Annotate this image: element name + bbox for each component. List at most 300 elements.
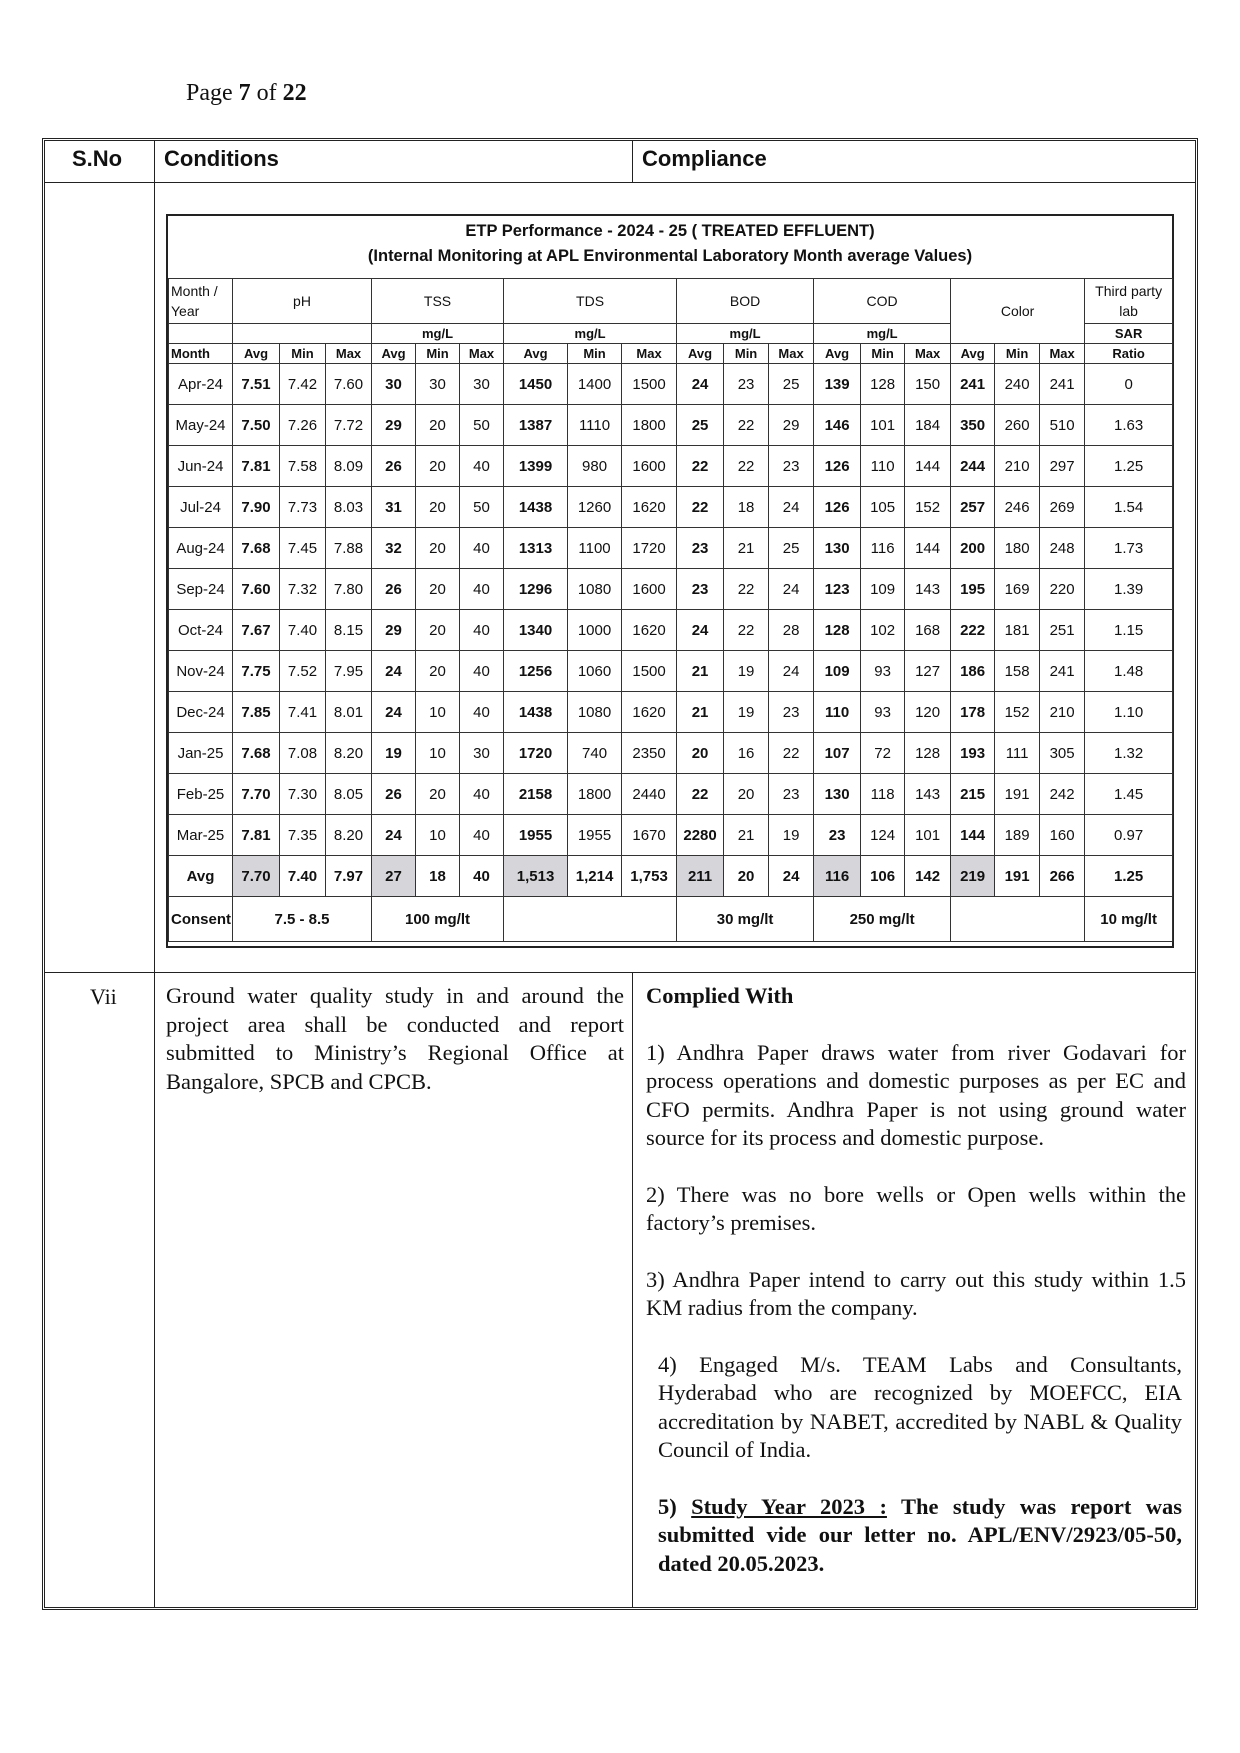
value-cell: 241 xyxy=(1040,364,1085,405)
col-avg: Avg xyxy=(233,344,280,364)
value-cell: 0 xyxy=(1085,364,1173,405)
value-cell: 23 xyxy=(769,446,814,487)
value-cell: 25 xyxy=(677,405,724,446)
value-cell: 23 xyxy=(677,569,724,610)
row-divider xyxy=(44,972,1196,973)
value-cell: 24 xyxy=(372,815,416,856)
value-cell: 7.67 xyxy=(233,610,280,651)
value-cell: 1.45 xyxy=(1085,774,1173,815)
value-cell: 109 xyxy=(814,651,861,692)
value-cell: 210 xyxy=(995,446,1040,487)
value-cell: 116 xyxy=(814,856,861,897)
value-cell: 7.26 xyxy=(280,405,326,446)
value-cell: 1080 xyxy=(568,692,622,733)
value-cell: 30 xyxy=(416,364,460,405)
value-cell: 1.15 xyxy=(1085,610,1173,651)
value-cell: 24 xyxy=(677,610,724,651)
value-cell: 195 xyxy=(951,569,995,610)
value-cell: 20 xyxy=(416,569,460,610)
value-cell: 510 xyxy=(1040,405,1085,446)
col-min: Min xyxy=(724,344,769,364)
value-cell: 1800 xyxy=(622,405,677,446)
col-min: Min xyxy=(995,344,1040,364)
value-cell: 110 xyxy=(861,446,905,487)
value-cell: 40 xyxy=(460,774,504,815)
compliance-point-2: 2) There was no bore wells or Open wells within the factory’s premises. xyxy=(646,1181,1186,1235)
value-cell: 23 xyxy=(724,364,769,405)
value-cell: 7.73 xyxy=(280,487,326,528)
value-cell: 143 xyxy=(905,774,951,815)
value-cell: 29 xyxy=(769,405,814,446)
value-cell: 40 xyxy=(460,815,504,856)
value-cell: 241 xyxy=(951,364,995,405)
value-cell: 146 xyxy=(814,405,861,446)
col-divider-compliance xyxy=(632,972,633,1608)
value-cell: 1260 xyxy=(568,487,622,528)
value-cell: 210 xyxy=(1040,692,1085,733)
value-cell: 20 xyxy=(416,487,460,528)
value-cell: 297 xyxy=(1040,446,1085,487)
col-max: Max xyxy=(769,344,814,364)
value-cell: 27 xyxy=(372,856,416,897)
value-cell: 2440 xyxy=(622,774,677,815)
value-cell: 7.42 xyxy=(280,364,326,405)
month-cell: Jan-25 xyxy=(169,733,233,774)
value-cell: 193 xyxy=(951,733,995,774)
value-cell: 246 xyxy=(995,487,1040,528)
compliance-section xyxy=(646,982,1186,1606)
value-cell: 120 xyxy=(905,692,951,733)
month-cell: Feb-25 xyxy=(169,774,233,815)
value-cell: 189 xyxy=(995,815,1040,856)
value-cell: 26 xyxy=(372,569,416,610)
month-row xyxy=(169,610,1173,651)
value-cell: 7.45 xyxy=(280,528,326,569)
value-cell: 1620 xyxy=(622,610,677,651)
month-row xyxy=(169,733,1173,774)
value-cell: 128 xyxy=(905,733,951,774)
value-cell: 184 xyxy=(905,405,951,446)
value-cell: 102 xyxy=(861,610,905,651)
value-cell: 7.08 xyxy=(280,733,326,774)
tds-header: TDS xyxy=(504,279,677,324)
value-cell: 152 xyxy=(905,487,951,528)
col-min: Min xyxy=(568,344,622,364)
value-cell: 26 xyxy=(372,774,416,815)
value-cell: 8.05 xyxy=(326,774,372,815)
month-row xyxy=(169,692,1173,733)
value-cell: 20 xyxy=(416,528,460,569)
value-cell: 1500 xyxy=(622,651,677,692)
value-cell: 72 xyxy=(861,733,905,774)
value-cell: 124 xyxy=(861,815,905,856)
value-cell: 23 xyxy=(677,528,724,569)
condition-text: Ground water quality study in and around the project area shall be conducted and report submitted to Ministry’s Regional Office at Bangalore, SPCB and CPCB. xyxy=(166,983,624,1094)
col-divider-compliance-top xyxy=(632,140,633,182)
value-cell: 1256 xyxy=(504,651,568,692)
value-cell: 19 xyxy=(724,651,769,692)
value-cell: 7.41 xyxy=(280,692,326,733)
value-cell: 2350 xyxy=(622,733,677,774)
value-cell: 260 xyxy=(995,405,1040,446)
value-cell: 126 xyxy=(814,487,861,528)
value-cell: 31 xyxy=(372,487,416,528)
value-cell: 251 xyxy=(1040,610,1085,651)
etp-data-grid xyxy=(168,278,1173,942)
etp-title: ETP Performance - 2024 - 25 ( TREATED EFFLUENT) xyxy=(465,222,875,240)
value-cell: 1438 xyxy=(504,692,568,733)
col-max: Max xyxy=(622,344,677,364)
value-cell: 1000 xyxy=(568,610,622,651)
point-5-text: The study was report was submitted vide our letter no. APL/ENV/2923/05-50, dated 20.05.2023. xyxy=(658,1493,1183,1576)
value-cell: 24 xyxy=(769,651,814,692)
value-cell: 1080 xyxy=(568,569,622,610)
value-cell: 150 xyxy=(905,364,951,405)
value-cell: 109 xyxy=(861,569,905,610)
value-cell: 1800 xyxy=(568,774,622,815)
value-cell: 21 xyxy=(724,528,769,569)
value-cell: 19 xyxy=(769,815,814,856)
value-cell: 980 xyxy=(568,446,622,487)
value-cell: 8.20 xyxy=(326,733,372,774)
page-number: Page 7 of 22 xyxy=(186,80,307,106)
month-row xyxy=(169,774,1173,815)
col-min: Min xyxy=(280,344,326,364)
value-cell: 1600 xyxy=(622,569,677,610)
value-cell: 24 xyxy=(372,651,416,692)
value-cell: 1296 xyxy=(504,569,568,610)
value-cell: 22 xyxy=(724,446,769,487)
value-cell: 222 xyxy=(951,610,995,651)
compliance-point-3: 3) Andhra Paper intend to carry out this study within 1.5 KM radius from the company. xyxy=(646,1266,1186,1320)
value-cell: 101 xyxy=(861,405,905,446)
value-cell: 7.60 xyxy=(326,364,372,405)
value-cell: 144 xyxy=(905,446,951,487)
consent-tds xyxy=(504,897,677,942)
value-cell: 22 xyxy=(677,487,724,528)
value-cell: 8.09 xyxy=(326,446,372,487)
value-cell: 1,214 xyxy=(568,856,622,897)
value-cell: 20 xyxy=(724,774,769,815)
col-max: Max xyxy=(1040,344,1085,364)
value-cell: 350 xyxy=(951,405,995,446)
value-cell: 220 xyxy=(1040,569,1085,610)
bod-header: BOD xyxy=(677,279,814,324)
value-cell: 1060 xyxy=(568,651,622,692)
month-row xyxy=(169,569,1173,610)
month-cell: Apr-24 xyxy=(169,364,233,405)
col-avg: Avg xyxy=(814,344,861,364)
value-cell: 127 xyxy=(905,651,951,692)
value-cell: 107 xyxy=(814,733,861,774)
consent-label: Consent xyxy=(169,897,233,942)
value-cell: 23 xyxy=(814,815,861,856)
value-cell: 24 xyxy=(677,364,724,405)
value-cell: 7.88 xyxy=(326,528,372,569)
third-party-header: Third party lab xyxy=(1085,279,1173,324)
value-cell: 305 xyxy=(1040,733,1085,774)
col-avg: Avg xyxy=(677,344,724,364)
col-max: Max xyxy=(460,344,504,364)
value-cell: 7.58 xyxy=(280,446,326,487)
compliance-title: Complied With xyxy=(646,983,794,1008)
col-avg: Avg xyxy=(504,344,568,364)
value-cell: 1670 xyxy=(622,815,677,856)
value-cell: 8.01 xyxy=(326,692,372,733)
value-cell: 219 xyxy=(951,856,995,897)
value-cell: 7.40 xyxy=(280,856,326,897)
value-cell: 160 xyxy=(1040,815,1085,856)
value-cell: 22 xyxy=(724,569,769,610)
value-cell: 10 xyxy=(416,733,460,774)
row-sno: Vii xyxy=(90,984,117,1009)
value-cell: 8.20 xyxy=(326,815,372,856)
value-cell: 18 xyxy=(724,487,769,528)
value-cell: 1,513 xyxy=(504,856,568,897)
value-cell: 244 xyxy=(951,446,995,487)
value-cell: 1387 xyxy=(504,405,568,446)
value-cell: 7.68 xyxy=(233,733,280,774)
header-divider xyxy=(44,182,1196,183)
value-cell: 1.25 xyxy=(1085,856,1173,897)
value-cell: 7.95 xyxy=(326,651,372,692)
value-cell: 25 xyxy=(769,364,814,405)
value-cell: 20 xyxy=(677,733,724,774)
value-cell: 7.60 xyxy=(233,569,280,610)
value-cell: 1955 xyxy=(568,815,622,856)
value-cell: 7.85 xyxy=(233,692,280,733)
value-cell: 24 xyxy=(769,856,814,897)
value-cell: 152 xyxy=(995,692,1040,733)
value-cell: 7.70 xyxy=(233,856,280,897)
consent-bod: 30 mg/lt xyxy=(677,897,814,942)
value-cell: 20 xyxy=(416,610,460,651)
header-compliance: Compliance xyxy=(642,146,767,171)
value-cell: 21 xyxy=(724,815,769,856)
col-min: Min xyxy=(861,344,905,364)
month-cell: Sep-24 xyxy=(169,569,233,610)
color-header: Color xyxy=(951,279,1085,344)
month-row xyxy=(169,446,1173,487)
col-divider-sno xyxy=(154,140,155,1608)
value-cell: 169 xyxy=(995,569,1040,610)
value-cell: 1313 xyxy=(504,528,568,569)
value-cell: 116 xyxy=(861,528,905,569)
value-cell: 101 xyxy=(905,815,951,856)
value-cell: 22 xyxy=(724,610,769,651)
value-cell: 2280 xyxy=(677,815,724,856)
value-cell: 0.97 xyxy=(1085,815,1173,856)
value-cell: 19 xyxy=(724,692,769,733)
header-conditions: Conditions xyxy=(164,146,279,171)
value-cell: 241 xyxy=(1040,651,1085,692)
value-cell: 1399 xyxy=(504,446,568,487)
average-row xyxy=(169,856,1173,897)
value-cell: 1,753 xyxy=(622,856,677,897)
month-row xyxy=(169,364,1173,405)
value-cell: 10 xyxy=(416,692,460,733)
value-cell: 8.03 xyxy=(326,487,372,528)
sar-header: SAR xyxy=(1085,324,1173,344)
month-cell: Nov-24 xyxy=(169,651,233,692)
month-cell: May-24 xyxy=(169,405,233,446)
col-max: Max xyxy=(905,344,951,364)
month-cell: Dec-24 xyxy=(169,692,233,733)
value-cell: 1620 xyxy=(622,692,677,733)
value-cell: 20 xyxy=(724,856,769,897)
value-cell: 191 xyxy=(995,856,1040,897)
value-cell: 266 xyxy=(1040,856,1085,897)
value-cell: 240 xyxy=(995,364,1040,405)
consent-cod: 250 mg/lt xyxy=(814,897,951,942)
value-cell: 7.70 xyxy=(233,774,280,815)
value-cell: 139 xyxy=(814,364,861,405)
month-cell: Aug-24 xyxy=(169,528,233,569)
value-cell: 24 xyxy=(769,487,814,528)
value-cell: 106 xyxy=(861,856,905,897)
value-cell: 211 xyxy=(677,856,724,897)
value-cell: 7.32 xyxy=(280,569,326,610)
value-cell: 248 xyxy=(1040,528,1085,569)
value-cell: 23 xyxy=(769,774,814,815)
consent-ph: 7.5 - 8.5 xyxy=(233,897,372,942)
value-cell: 20 xyxy=(416,405,460,446)
value-cell: 16 xyxy=(724,733,769,774)
value-cell: 19 xyxy=(372,733,416,774)
consent-color xyxy=(951,897,1085,942)
value-cell: 111 xyxy=(995,733,1040,774)
col-max: Max xyxy=(326,344,372,364)
point-5-number: 5) xyxy=(658,1493,677,1519)
value-cell: 7.97 xyxy=(326,856,372,897)
value-cell: 1438 xyxy=(504,487,568,528)
value-cell: 7.80 xyxy=(326,569,372,610)
etp-performance-table xyxy=(166,214,1174,948)
header-sno: S.No xyxy=(72,146,123,171)
value-cell: 1.73 xyxy=(1085,528,1173,569)
value-cell: 8.15 xyxy=(326,610,372,651)
etp-body xyxy=(169,364,1173,897)
value-cell: 40 xyxy=(460,692,504,733)
value-cell: 7.68 xyxy=(233,528,280,569)
value-cell: 26 xyxy=(372,446,416,487)
month-cell: Oct-24 xyxy=(169,610,233,651)
value-cell: 22 xyxy=(677,774,724,815)
value-cell: 22 xyxy=(724,405,769,446)
value-cell: 30 xyxy=(460,733,504,774)
value-cell: 128 xyxy=(861,364,905,405)
value-cell: 29 xyxy=(372,610,416,651)
value-cell: 186 xyxy=(951,651,995,692)
value-cell: 1720 xyxy=(622,528,677,569)
value-cell: 215 xyxy=(951,774,995,815)
value-cell: 1955 xyxy=(504,815,568,856)
value-cell: 269 xyxy=(1040,487,1085,528)
value-cell: 123 xyxy=(814,569,861,610)
month-header: Month xyxy=(169,344,233,364)
value-cell: 50 xyxy=(460,487,504,528)
value-cell: 144 xyxy=(951,815,995,856)
value-cell: 7.81 xyxy=(233,446,280,487)
value-cell: 1600 xyxy=(622,446,677,487)
month-row xyxy=(169,487,1173,528)
col-min: Min xyxy=(416,344,460,364)
value-cell: 20 xyxy=(416,446,460,487)
value-cell: 1.39 xyxy=(1085,569,1173,610)
value-cell: 24 xyxy=(372,692,416,733)
value-cell: 20 xyxy=(416,651,460,692)
value-cell: 1400 xyxy=(568,364,622,405)
value-cell: 130 xyxy=(814,774,861,815)
tss-unit: mg/L xyxy=(372,324,504,344)
compliance-point-1: 1) Andhra Paper draws water from river Godavari for process operations and domestic purposes as per EC and CFO permits. Andhra Paper is not using ground water source for its process and domestic purpose. xyxy=(646,1039,1186,1150)
value-cell: 7.51 xyxy=(233,364,280,405)
value-cell: 7.72 xyxy=(326,405,372,446)
value-cell: 7.75 xyxy=(233,651,280,692)
value-cell: 180 xyxy=(995,528,1040,569)
tss-header: TSS xyxy=(372,279,504,324)
value-cell: 1450 xyxy=(504,364,568,405)
value-cell: 23 xyxy=(769,692,814,733)
value-cell: 28 xyxy=(769,610,814,651)
compliance-point-4: 4) Engaged M/s. TEAM Labs and Consultants, Hyderabad who are recognized by MOEFCC, EIA accreditation by NABET, accredited by NABL & Quality Council of India. xyxy=(658,1351,1182,1462)
value-cell: 1110 xyxy=(568,405,622,446)
value-cell: 40 xyxy=(460,569,504,610)
value-cell: 1.32 xyxy=(1085,733,1173,774)
month-row xyxy=(169,405,1173,446)
value-cell: 93 xyxy=(861,692,905,733)
cod-header: COD xyxy=(814,279,951,324)
value-cell: 40 xyxy=(460,856,504,897)
cod-unit: mg/L xyxy=(814,324,951,344)
consent-sar: 10 mg/lt xyxy=(1085,897,1173,942)
value-cell: 7.90 xyxy=(233,487,280,528)
value-cell: 40 xyxy=(460,651,504,692)
value-cell: 130 xyxy=(814,528,861,569)
value-cell: 168 xyxy=(905,610,951,651)
value-cell: 7.30 xyxy=(280,774,326,815)
value-cell: 7.35 xyxy=(280,815,326,856)
value-cell: 158 xyxy=(995,651,1040,692)
value-cell: 50 xyxy=(460,405,504,446)
value-cell: 30 xyxy=(460,364,504,405)
value-cell: 29 xyxy=(372,405,416,446)
value-cell: 1.63 xyxy=(1085,405,1173,446)
month-row xyxy=(169,651,1173,692)
value-cell: 7.52 xyxy=(280,651,326,692)
month-row xyxy=(169,815,1173,856)
value-cell: 22 xyxy=(769,733,814,774)
value-cell: 21 xyxy=(677,651,724,692)
value-cell: 32 xyxy=(372,528,416,569)
value-cell: 1.54 xyxy=(1085,487,1173,528)
empty-cell xyxy=(169,324,233,344)
col-avg: Avg xyxy=(951,344,995,364)
value-cell: 178 xyxy=(951,692,995,733)
value-cell: 7.40 xyxy=(280,610,326,651)
value-cell: 1500 xyxy=(622,364,677,405)
value-cell: 144 xyxy=(905,528,951,569)
value-cell: 21 xyxy=(677,692,724,733)
month-cell: Mar-25 xyxy=(169,815,233,856)
value-cell: 1.48 xyxy=(1085,651,1173,692)
consent-tss: 100 mg/lt xyxy=(372,897,504,942)
value-cell: 1720 xyxy=(504,733,568,774)
compliance-point-5 xyxy=(646,1493,1186,1579)
point-5-study-year: Study Year 2023 : xyxy=(691,1493,887,1519)
ph-header: pH xyxy=(233,279,372,324)
etp-subtitle: (Internal Monitoring at APL Environmental Laboratory Month average Values) xyxy=(367,247,973,265)
